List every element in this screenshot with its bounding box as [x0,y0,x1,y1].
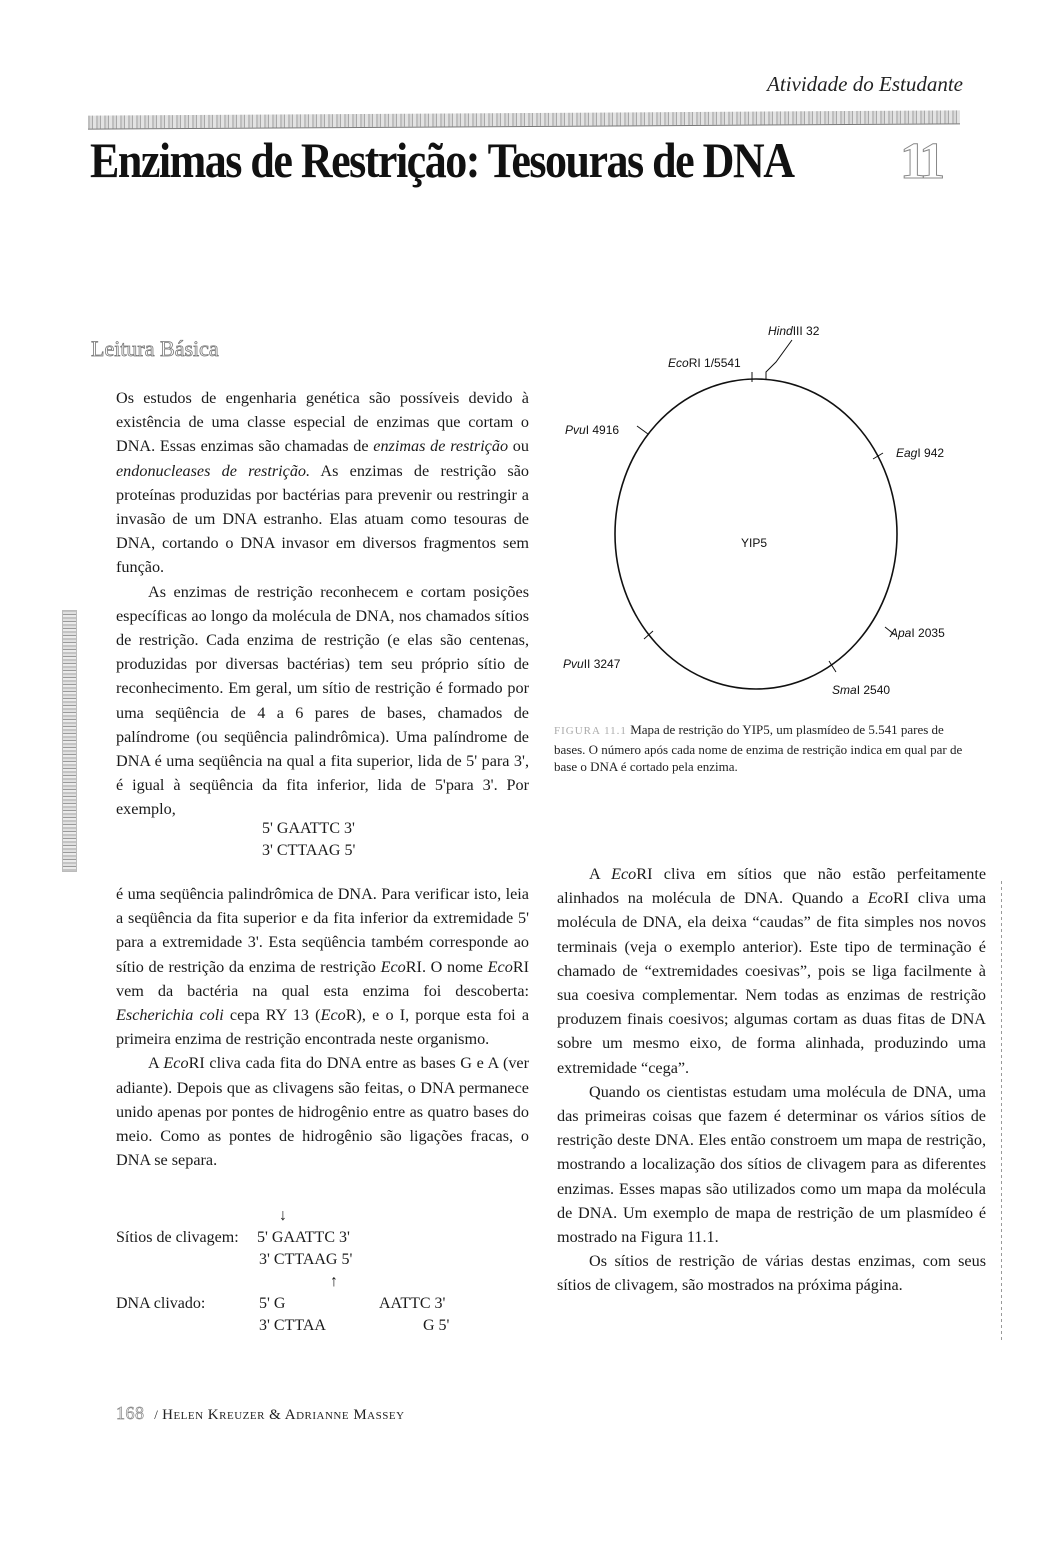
right-column [557,862,986,1298]
paragraph-ecori-name: é uma seqüência palindrômica de DNA. Para verificar isto, leia a seqüência da fita superior e da fita inferior da extremidade 5' para a extremidade 3'. Esta seqüência também corresponde ao sítio de restrição da enzima de restrição EcoRI. O nome EcoRI vem da bactéria na qual esta enzima foi descoberta: Escherichia coli cepa RY 13 (EcoR), e o I, porque esta foi a primeira enzima de restrição encontrada neste organismo. [116,885,530,1049]
cut-arrow-up-icon: ↑ [330,1273,338,1290]
palindrome-example [262,818,355,862]
sequence-top-strand: 5' GAATTC 3' [262,820,355,837]
site-label-ecori: EcoRI 1/5541 [668,356,741,370]
header-rule-divider [88,110,960,129]
site-label-pvui: PvuI 4916 [565,423,620,437]
hindiii-leader [766,340,792,380]
cleaved-left-top: 5' G [259,1295,286,1312]
figure-label: FIGURA 11.1 [554,725,627,737]
page-footer [116,1403,405,1424]
paragraph-intro: Os estudos de engenharia genética são possíveis devido à existência de uma classe especial de enzimas que cortam o DNA. Essas enzimas são chamadas de enzimas de restrição ou endonucleases de restrição. As enzimas de restrição são proteínas produzidas por bactérias para prevenir ou restringir a invasão de um DNA estranho. Elas atuam como tesouras de DNA, cortando o DNA invasor em diversos fragmentos sem função. [116,389,529,577]
sites-bottom-strand: 3' CTTAAG 5' [259,1251,353,1268]
paragraph-ecori-cleave: A EcoRI cliva cada fita do DNA entre as bases G e A (ver adiante). Depois que as clivagens são feitas, o DNA permanece unido apenas por pontes de hidrogênio entre as quatro bases do meio. Como as pontes de hidrogênio são ligações fracas, o DNA se separa. [116,1054,529,1170]
chapter-title: Enzimas de Restrição: Tesouras de DNA [90,133,794,188]
cleavage-diagram [116,1205,536,1337]
sequence-bottom-strand: 3' CTTAAG 5' [262,842,356,859]
footer-authors: Helen Kreuzer & Adrianne Massey [162,1407,405,1423]
paragraph-cohesive-ends: A EcoRI cliva em sítios que não estão perfeitamente alinhados na molécula de DNA. Quando a EcoRI cliva uma molécula de DNA, ela deixa “caudas” de fita simples nos novos terminais (veja o exemplo anterior). Este tipo de terminação é chamado de “extremidades coesivas”, pois se liga facilmente à sua coesiva complementar. Nem todas as enzimas de restrição produzem finais coesivos; algumas cortam as duas fitas de DNA sobre um mesmo eixo, de forma alinhada, produzindo uma extremidade “cega”. [557,865,987,1077]
section-heading: Leitura Básica [91,336,219,361]
plasmid-circle [615,379,897,689]
cleaved-dna-label: DNA clivado: [116,1295,206,1312]
site-label-eagi: EagI 942 [896,446,945,460]
cleavage-sites-label: Sítios de clivagem: [116,1229,239,1246]
site-label-apai: ApaI 2035 [890,626,945,640]
margin-decoration-strip [62,610,77,872]
paragraph-restriction-map: Quando os cientistas estudam uma molécula de DNA, uma das primeiras coisas que fazem é determinar os vários sítios de restrição deste DNA. Eles então constroem um mapa de restrição, mostrando a localização dos sítios de clivagem para as diferentes enzimas. Esses mapas são utilizados como um mapa da molécula de DNA. Um exemplo de mapa de restrição de um plasmídeo é mostrado na Figura 11.1. [557,1082,986,1247]
cleaved-right-bottom: G 5' [423,1317,450,1334]
site-label-smai: SmaI 2540 [832,683,891,697]
cleaved-left-bottom: 3' CTTAA [259,1317,326,1334]
footer-separator: / [154,1407,159,1422]
site-label-hindiii: HindIII 32 [768,324,820,338]
figure-caption-text: Mapa de restrição do YIP5, um plasmídeo de 5.541 pares de bases. O número após cada nome de enzima de restrição indica em qual par de base o DNA é cortado pela enzima. [554,722,963,774]
left-column [116,386,529,822]
cleaved-right-top: AATTC 3' [379,1295,446,1312]
plasmid-restriction-map [540,310,1000,710]
page-edge-mark [1001,880,1002,1340]
site-label-pvuii: PvuII 3247 [563,657,621,671]
eagi-tick [873,453,883,459]
running-header: Atividade do Estudante [767,72,963,96]
plasmid-name-label: YIP5 [741,536,768,550]
figure-caption [554,721,974,776]
paragraph-recognition: As enzimas de restrição reconhecem e cortam posições específicas ao longo da molécula de DNA, nos chamados sítios de restrição. Cada enzima de restrição (e elas são centenas, produzidas por diversas bactérias) tem seu próprio sítio de reconhecimento. Em geral, um sítio de restrição é formado por uma seqüência de 4 a 6 pares de bases, chamados de palíndrome (ou seqüência palindrômica). Uma palíndrome de DNA é uma seqüência na qual a fita superior, lida de 5' para 3', é igual à seqüência da fita inferior, lida de 5'para 3'. Por exemplo, [116,582,529,819]
page-number: 168 [116,1403,145,1423]
paragraph-next-page: Os sítios de restrição de várias destas enzimas, com seus sítios de clivagem, são mostrados na próxima página. [557,1252,986,1295]
chapter-number: 11 [900,133,942,190]
left-column-continued [116,882,529,1172]
cut-arrow-down-icon: ↓ [279,1207,287,1224]
sites-top-strand: 5' GAATTC 3' [257,1229,350,1246]
pvui-tick [637,426,648,434]
